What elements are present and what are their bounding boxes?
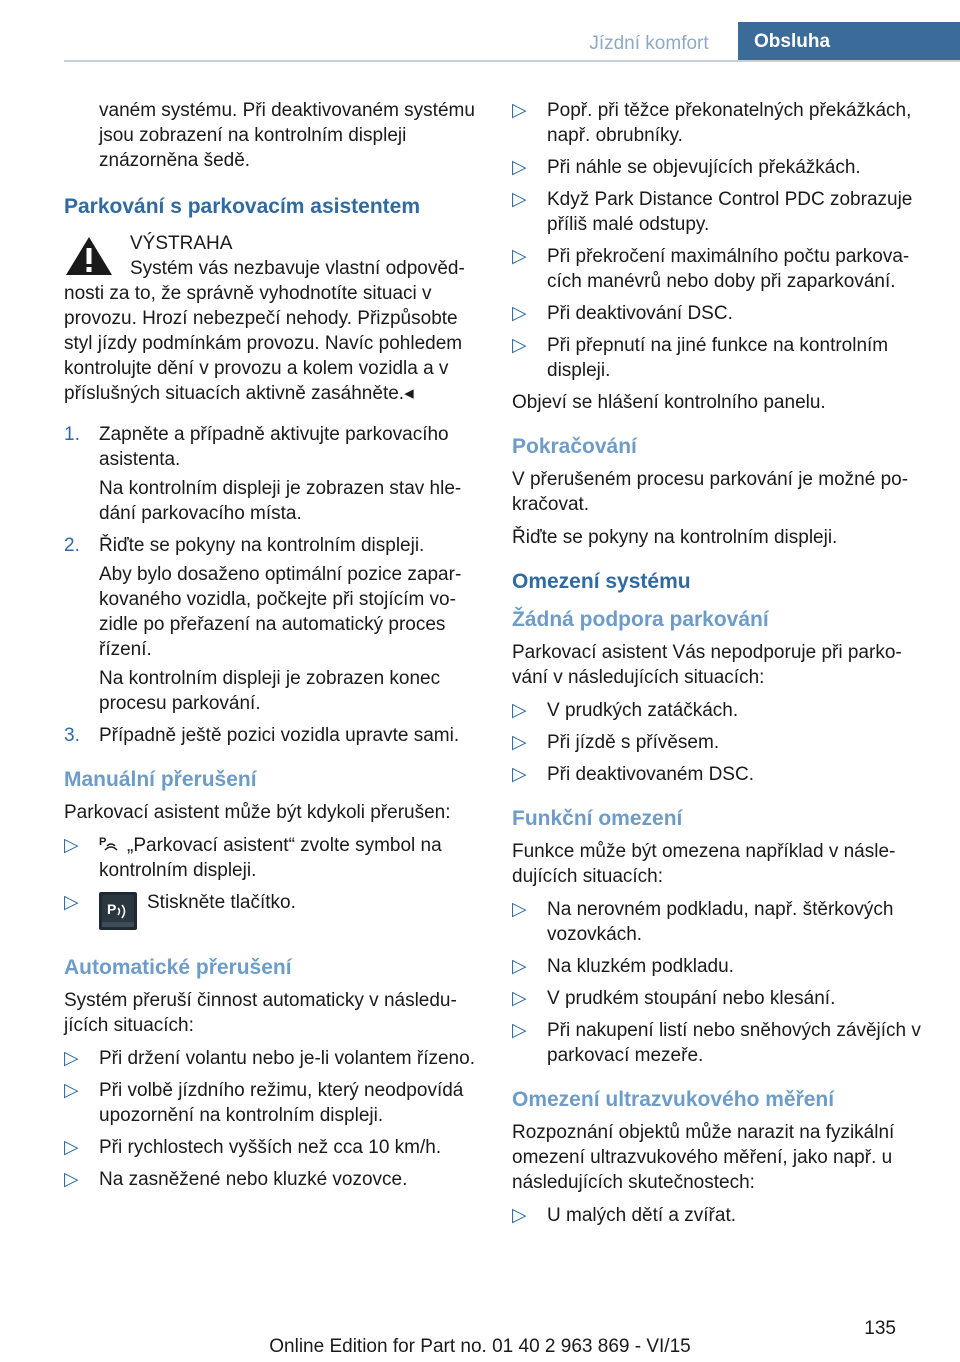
section-title-parking-assistant: Parkování s parkovacím asistentem (64, 195, 421, 218)
list-marker: ▷ (512, 764, 527, 785)
step-item (64, 422, 480, 526)
list-marker: ▷ (512, 1205, 527, 1226)
auto-item-text: Když Park Distance Control PDC zobrazuje příliš malé odstupy. (547, 189, 913, 235)
header-rule (64, 60, 960, 62)
svg-text:P: P (107, 901, 117, 917)
func-item-text: Na nerovném podkladu, např. štěrkových vozovkách. (547, 899, 894, 945)
manual-item-text: „Parkovací asistent“ zvolte symbol na kontrolním displeji. (99, 835, 442, 881)
section-title-ultrasonic-limits: Omezení ultrazvukového měření (512, 1088, 835, 1111)
auto-item-text: Na zasněžené nebo kluzké vozovce. (99, 1169, 408, 1190)
list-marker: ▷ (512, 100, 527, 121)
func-item (512, 986, 930, 1011)
auto-item-text: Popř. při těžce překonatelných překážkách, např. obrubníky. (547, 100, 912, 146)
step-text: Případně ještě pozici vozidla upravte sami. (99, 725, 460, 746)
ultra-intro: Rozpoznání objektů může narazit na fyzikální omezení ultrazvukového měření, jako např. u následujících skutečnostech: (512, 1122, 895, 1193)
no-support-item (512, 762, 930, 787)
footer-edition: Online Edition for Part no. 01 40 2 963 869 - VI/15 (269, 1336, 691, 1357)
list-marker: ▷ (512, 189, 527, 210)
auto-item-text: Při volbě jízdního režimu, který neodpovídá upozornění na kontrolním displeji. (99, 1080, 464, 1126)
list-marker: ▷ (64, 1137, 79, 1158)
continuation-text: V přerušeném procesu parkování je možné pokračovat. (512, 469, 909, 515)
step-item (64, 723, 480, 748)
section-title-manual-interruption: Manuální přerušení (64, 768, 257, 791)
parking-button-icon (99, 892, 137, 930)
auto-item-text: Při držení volantu nebo je-li volantem řízeno. (99, 1048, 475, 1069)
parking-assistant-icon (99, 834, 121, 854)
no-support-item-text: V prudkých zatáčkách. (547, 700, 739, 721)
step-text: Řiďte se pokyny na kontrolním displeji. (99, 535, 425, 556)
warning-text: Systém vás nezbavuje vlastní odpovědnosti za to, že správně vyhodnotíte situaci v provozu. Hrozí nebezpečí nehody. Přizpůsobte styl jízdy podmínkám provozu. Navíc pohledem kontrolujte dění v provozu a kolem vozidla a v příslušných situacích aktivně zasáhněte.◂ (64, 258, 465, 404)
auto-item (64, 1078, 480, 1128)
step-subtext: Na kontrolním displeji je zobrazen stav hledání parkovacího místa. (99, 478, 462, 524)
manual-item-text: Stiskněte tlačítko. (147, 892, 296, 913)
func-item-text: Na kluzkém podkladu. (547, 956, 734, 977)
list-marker: ▷ (512, 335, 527, 356)
func-item-text: Při nakupení listí nebo sněhových závějích v parkovací mezeře. (547, 1020, 921, 1066)
no-support-intro: Parkovací asistent Vás nepodporuje při parkování v následujících situacích: (512, 642, 902, 688)
func-item-text: V prudkém stoupání nebo klesání. (547, 988, 836, 1009)
svg-text:P: P (99, 836, 107, 848)
list-marker: ▷ (512, 303, 527, 324)
auto-item (512, 301, 930, 326)
list-marker: ▷ (512, 157, 527, 178)
auto-item (512, 244, 930, 294)
warning-block (64, 231, 480, 406)
section-title-continuation: Pokračování (512, 435, 637, 458)
list-marker: ▷ (512, 1020, 527, 1041)
auto-item (512, 98, 930, 148)
step-text: Zapněte a případně aktivujte parkovacího asistenta. (99, 424, 449, 470)
func-intro: Funkce může být omezena například v následujících situacích: (512, 841, 896, 887)
list-marker: ▷ (64, 835, 79, 856)
intro-paragraph: vaném systému. Při deaktivovaném systému jsou zobrazení na kontrolním displeji znázorněna šedě. (99, 100, 475, 171)
left-column (64, 98, 480, 1199)
section-title-functional-limits: Funkční omezení (512, 807, 683, 830)
warning-title: VÝSTRAHA (130, 233, 233, 254)
manual-item (64, 833, 480, 883)
no-support-item-text: Při deaktivovaném DSC. (547, 764, 754, 785)
page-number: 135 (864, 1318, 896, 1339)
func-item (512, 897, 930, 947)
auto-item-text: Při náhle se objevujících překážkách. (547, 157, 861, 178)
no-support-item-text: Při jízdě s přívěsem. (547, 732, 720, 753)
warning-triangle-icon (64, 235, 114, 277)
list-marker: ▷ (512, 732, 527, 753)
auto-item-text: Při deaktivování DSC. (547, 303, 733, 324)
auto-item (512, 187, 930, 237)
header-tab-operation: Obsluha (738, 22, 960, 62)
ultra-item (512, 1203, 930, 1228)
list-marker: ▷ (512, 899, 527, 920)
section-title-no-support: Žádná podpora parkování (512, 608, 769, 631)
list-marker: ▷ (512, 700, 527, 721)
step-subtext: Aby bylo dosaženo optimální pozice zaparkovaného vozidla, počkejte při stojícím vozidle po přeřazení na automatický proces řízení. (99, 564, 462, 660)
auto-intro: Systém přeruší činnost automaticky v následujících situacích: (64, 990, 457, 1036)
auto-item (512, 333, 930, 383)
list-marker: ▷ (64, 892, 79, 913)
list-marker: ▷ (512, 988, 527, 1009)
ultra-item-text: U malých dětí a zvířat. (547, 1205, 737, 1226)
manual-item (64, 890, 480, 930)
list-marker: ▷ (64, 1048, 79, 1069)
page-header (0, 0, 960, 62)
auto-item (64, 1046, 480, 1071)
step-number: 1. (64, 424, 80, 445)
manual-intro: Parkovací asistent může být kdykoli přerušen: (64, 802, 451, 823)
continuation-text: Řiďte se pokyny na kontrolním displeji. (512, 527, 838, 548)
steps-list (64, 422, 480, 748)
list-marker: ▷ (512, 956, 527, 977)
auto-item (512, 155, 930, 180)
step-number: 2. (64, 535, 80, 556)
list-marker: ▷ (64, 1169, 79, 1190)
auto-item-text: Při rychlostech vyšších než cca 10 km/h. (99, 1137, 442, 1158)
auto-item (64, 1167, 480, 1192)
step-number: 3. (64, 725, 80, 746)
auto-item (64, 1135, 480, 1160)
auto-note: Objeví se hlášení kontrolního panelu. (512, 392, 826, 413)
step-subtext: Na kontrolním displeji je zobrazen konec procesu parkování. (99, 668, 441, 714)
auto-item-text: Při přepnutí na jiné funkce na kontrolním displeji. (547, 335, 889, 381)
section-title-system-limits: Omezení systému (512, 570, 691, 593)
no-support-item (512, 730, 930, 755)
section-title-automatic-interruption: Automatické přerušení (64, 956, 292, 979)
header-tab-driving-comfort: Jízdní komfort (589, 33, 709, 54)
list-marker: ▷ (64, 1080, 79, 1101)
no-support-item (512, 698, 930, 723)
step-item (64, 533, 480, 716)
right-column (512, 98, 930, 1235)
func-item (512, 954, 930, 979)
list-marker: ▷ (512, 246, 527, 267)
auto-item-text: Při překročení maximálního počtu parkovacích manévrů nebo doby při zaparkování. (547, 246, 910, 292)
func-item (512, 1018, 930, 1068)
